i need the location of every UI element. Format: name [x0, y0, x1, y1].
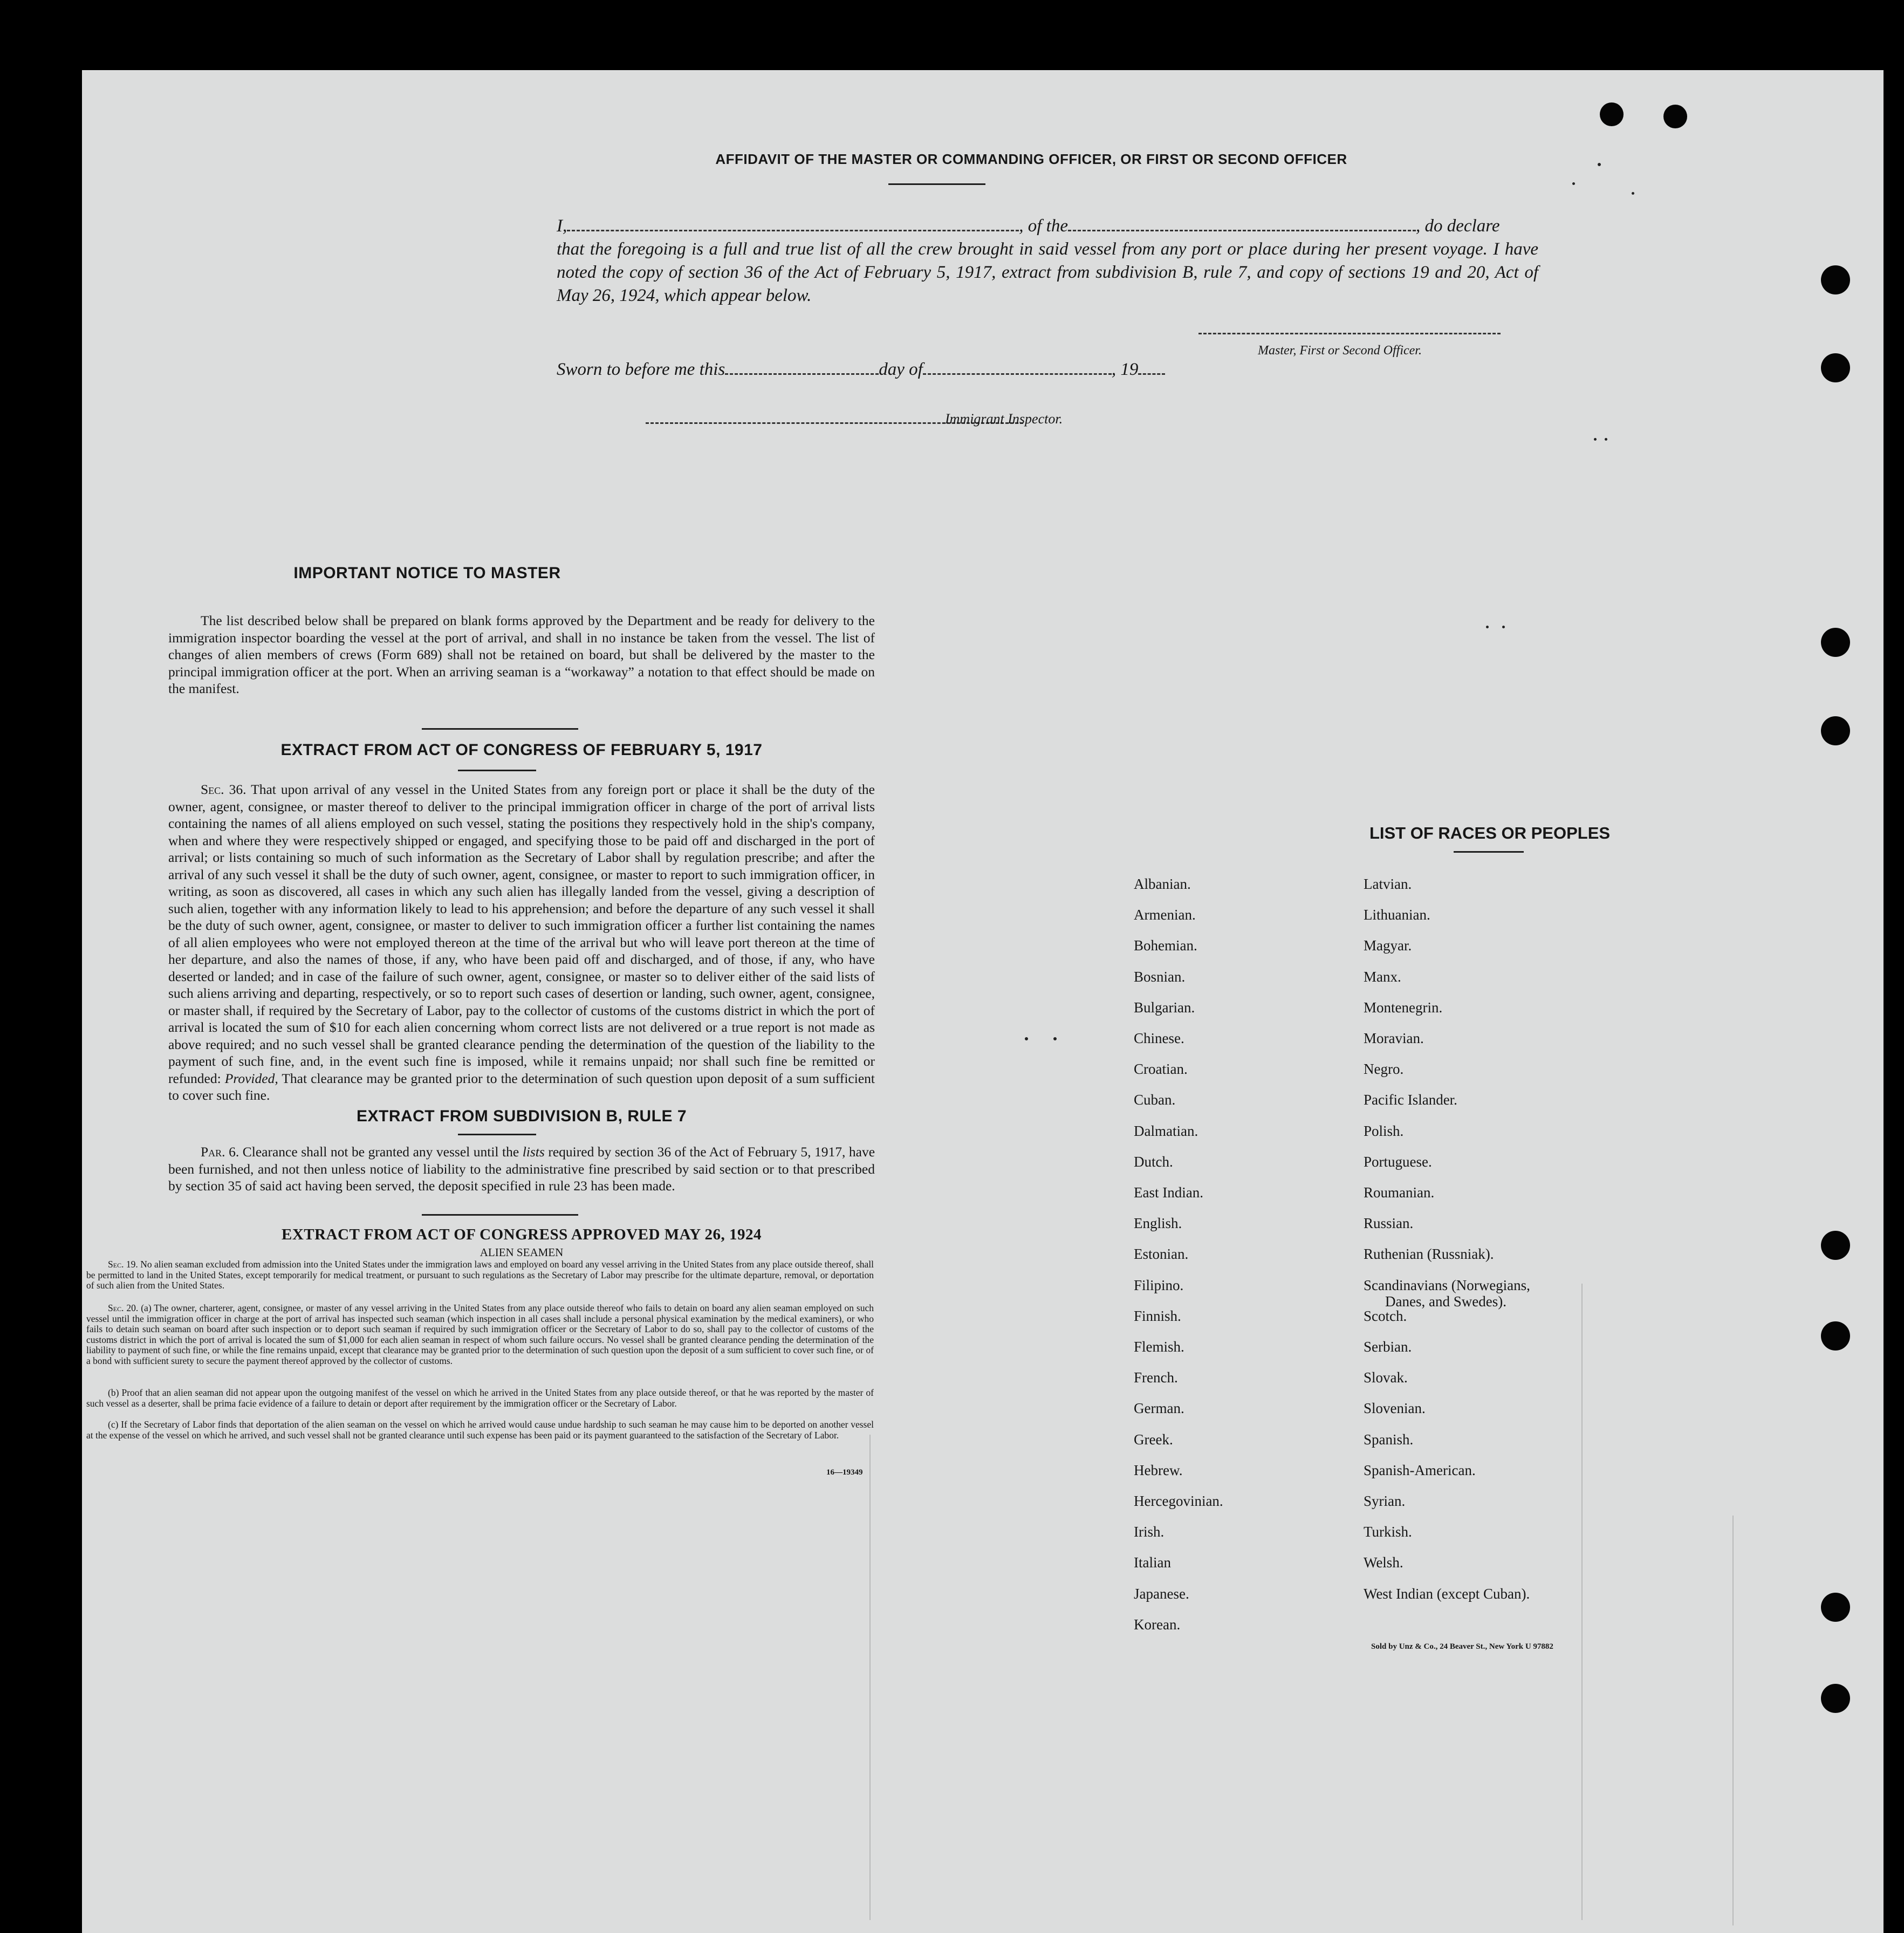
race-item: East Indian.: [1134, 1184, 1203, 1201]
year-label: , 19: [1111, 360, 1139, 379]
paper-crease: [1732, 1516, 1734, 1925]
race-item: Spanish-American.: [1364, 1462, 1476, 1478]
race-item: Estonian.: [1134, 1246, 1189, 1263]
speck: [1502, 626, 1505, 628]
name-blank[interactable]: [567, 217, 1019, 231]
race-item: Filipino.: [1134, 1277, 1184, 1293]
race-item: Moravian.: [1364, 1030, 1424, 1046]
speck: [1632, 192, 1634, 195]
signature-label: Master, First or Second Officer.: [1258, 344, 1422, 358]
binder-hole: [1821, 1593, 1850, 1622]
extract-1917-body: [168, 781, 875, 1104]
race-item: Spanish.: [1364, 1431, 1414, 1448]
alien-seamen-subtitle: ALIEN SEAMEN: [480, 1246, 564, 1259]
binder-hole: [1821, 353, 1850, 382]
speck: [1025, 1037, 1028, 1040]
form-sheet: [82, 70, 1884, 1933]
race-item: Finnish.: [1134, 1307, 1181, 1324]
race-item: Montenegrin.: [1364, 999, 1443, 1016]
race-item: Hercegovinian.: [1134, 1493, 1223, 1509]
race-item: Syrian.: [1364, 1493, 1406, 1509]
speck: [1486, 626, 1489, 628]
rule7-rule: [458, 1134, 536, 1135]
race-item: Bulgarian.: [1134, 999, 1195, 1016]
binder-hole: [1600, 102, 1624, 126]
race-item: Bohemian.: [1134, 937, 1197, 954]
race-item: Korean.: [1134, 1616, 1181, 1633]
race-item: Dalmatian.: [1134, 1122, 1198, 1139]
race-item: Hebrew.: [1134, 1462, 1183, 1478]
affidavit-title: AFFIDAVIT OF THE MASTER OR COMMANDING OFFICER, OR FIRST OR SECOND OFFICER: [715, 151, 1347, 167]
race-item: Chinese.: [1134, 1030, 1184, 1046]
race-item: French.: [1134, 1369, 1178, 1386]
sec-36-label: Sec. 36.: [201, 782, 246, 797]
sec-20-label: Sec. 20.: [108, 1303, 139, 1313]
affidavit-text: that the foregoing is a full and true list of all the crew brought in said vessel from any port or place during her present voyage. I have noted the copy of section 36 of the Act of February 5, 1917, extract from subdivision B, rule 7, and copy of sections 19 and 20, Act of May 26, 1924, which appear below.: [557, 239, 1538, 305]
binder-hole: [1821, 716, 1850, 745]
rule7-text-a: Clearance shall not be granted any vessel until the: [242, 1144, 519, 1160]
race-item: English.: [1134, 1215, 1182, 1232]
races-rule: [1454, 851, 1524, 853]
extract-1917-title: EXTRACT FROM ACT OF CONGRESS OF FEBRUARY 5, 1917: [280, 741, 763, 759]
notice-rule: [422, 728, 578, 730]
binder-hole: [1663, 105, 1687, 128]
race-item: Welsh.: [1364, 1554, 1403, 1571]
affidavit-first-line: [557, 215, 1538, 238]
race-item: Scandinavians (Norwegians,: [1364, 1277, 1530, 1293]
race-item: Flemish.: [1134, 1339, 1184, 1355]
binder-hole: [1821, 1684, 1850, 1713]
day-blank[interactable]: [725, 360, 879, 375]
paper-crease: [869, 1435, 871, 1920]
race-item: Ruthenian (Russniak).: [1364, 1246, 1494, 1263]
speck: [1053, 1037, 1057, 1040]
speck: [1605, 438, 1607, 441]
year-blank[interactable]: [1138, 360, 1165, 375]
race-item: Polish.: [1364, 1122, 1404, 1139]
sworn-label: Sworn to before me this: [557, 360, 725, 379]
race-item: Greek.: [1134, 1431, 1173, 1448]
title-rule: [888, 183, 985, 185]
race-item: Scotch.: [1364, 1307, 1407, 1324]
rule7-text-b: required by section 36 of the Act of February 5, 1917, have been furnished, and not then unless notice of liability to the administrative fine prescribed by said section or to that prescribed by section 35 of said act having been served, the deposit specified in rule 23 has been made.: [168, 1144, 875, 1194]
races-title: LIST OF RACES OR PEOPLES: [1369, 824, 1611, 842]
race-item: Manx.: [1364, 968, 1401, 985]
lists-word: lists: [522, 1144, 545, 1160]
binder-hole: [1821, 628, 1850, 657]
race-item: Magyar.: [1364, 937, 1412, 954]
race-item: Croatian.: [1134, 1061, 1188, 1078]
race-item: Cuban.: [1134, 1092, 1176, 1108]
speck: [1594, 438, 1597, 441]
binder-hole: [1821, 1321, 1850, 1351]
binder-hole: [1821, 265, 1850, 294]
rule7-body: [168, 1143, 875, 1195]
race-item: West Indian (except Cuban).: [1364, 1585, 1530, 1602]
sec-20c-text: (c) If the Secretary of Labor finds that deportation of the alien seaman on the vessel on which he arrived would cause undue hardship to such seaman he may cause him to be deported on another vessel at the expense of the vessel on which he arrived, and such vessel shall not be granted clearance until such expense has been paid or its payment guaranteed to the satisfaction of the Secretary of Labor.: [86, 1419, 874, 1441]
race-item: Danes, and Swedes).: [1385, 1293, 1506, 1310]
race-item: Bosnian.: [1134, 968, 1186, 985]
par-6-label: Par. 6.: [201, 1144, 239, 1160]
month-blank[interactable]: [923, 360, 1112, 375]
race-item: Russian.: [1364, 1215, 1414, 1232]
race-item: Armenian.: [1134, 907, 1196, 923]
race-item: Slovenian.: [1364, 1400, 1426, 1417]
signature-line[interactable]: [1198, 333, 1501, 334]
sec-19-text: [86, 1259, 874, 1291]
paper-crease: [1581, 1284, 1583, 1920]
race-item: Latvian.: [1364, 876, 1412, 892]
race-item: German.: [1134, 1400, 1184, 1417]
extract-1924-title: EXTRACT FROM ACT OF CONGRESS APPROVED MAY 26, 1924: [282, 1226, 762, 1243]
sec-19-body: No alien seaman excluded from admission into the United States under the immigration laws and employed on board any vessel arriving in the United States from any place outside thereof, shall be permitted to land in the United States, except temporarily for medical treatment, or pursuant to such regulations as the Secretary of Labor may prescribe for the ultimate departure, removal, or deportation of such alien from the United States.: [86, 1259, 874, 1291]
race-item: Dutch.: [1134, 1153, 1173, 1170]
proviso-text: That clearance may be granted prior to the determination of such question upon deposit of a sum sufficient to cover such fine.: [168, 1070, 875, 1103]
extract-1917-rule: [458, 770, 536, 771]
notice-body: The list described below shall be prepared on blank forms approved by the Department and be ready for delivery to the immigration inspector boarding the vessel at the port of arrival, and shall in no instance be taken from the vessel. The list of changes of alien members of crews (Form 689) shall not be retained on board, but shall be delivered by the master to the principal immigration officer at the port. When an arriving seaman is a “workaway” a notation to that effect should be made on the manifest.: [168, 613, 875, 696]
binder-hole: [1821, 1231, 1850, 1260]
race-item: Irish.: [1134, 1524, 1165, 1540]
vessel-blank[interactable]: [1068, 217, 1416, 231]
race-item: Portuguese.: [1364, 1153, 1432, 1170]
sec-20a-text: [86, 1303, 874, 1366]
day-of-label: day of: [879, 360, 923, 379]
sec-20a-body: (a) The owner, charterer, agent, consignee, or master of any vessel arriving in the United States from any place outside thereof who fails to detain on board any alien seaman employed on such vessel until the immigration officer in charge at the port of arrival has inspected such seaman (which inspection in all cases shall include a personal physical examination by the medical examiners), or who fails to detain such seaman on board after such inspection or to deport such seaman if required by such immigration officer or the Secretary of Labor to do so, shall pay to the collector of customs of the customs district in which the port of arrival is located the sum of $1,000 for each alien seaman in respect of whom such failure occurs. No vessel shall be granted clearance pending the determination of the liability to payment of such fine, or while the fine remains unpaid, except that clearance may be granted prior to the determination of such question upon the deposit of a sum sufficient to cover such fine, or of a bond with sufficient surety to secure the payment thereof approved by the collector of customs.: [86, 1303, 874, 1366]
race-item: Japanese.: [1134, 1585, 1189, 1602]
race-item: Italian: [1134, 1554, 1171, 1571]
sec-36-text: That upon arrival of any vessel in the United States from any foreign port or place it shall be the duty of the owner, agent, consignee, or master thereof to deliver to the principal immigration officer in charge of the port of arrival lists containing the names of all aliens employed on such vessel, stating the positions they respectively hold in the ship's company, when and where they were respectively shipped or engaged, and specifying those to be paid off and discharged in the port of arrival; or lists containing so much of such information as the Secretary of Labor shall by regulation prescribe; and after the arrival of any such vessel it shall be the duty of such owner, agent, consignee, or master to report to such immigration officer, in writing, as soon as discovered, all cases in which any such alien has illegally landed from the vessel, giving a description of such alien, together with any information likely to lead to his apprehension; and before the departure of any such vessel it shall be the duty of such owner, agent, consignee, or master to deliver to such immigration officer a further list containing the names of all alien employees who were not employed thereon at the time of the arrival but who will leave port thereon at the time of her departure, and also the names of those, if any, who have been paid off and discharged, and of those, if any, who have deserted or landed; and in case of the failure of such owner, agent, consignee, or master so to deliver either of the said lists of such aliens arriving and departing, respectively, or so to report such cases of desertion or landing, such owner, agent, consignee, or master shall, if required by the Secretary of Labor, pay to the collector of customs of the customs district in which the port of arrival is located the sum of $10 for each alien concerning whom correct lists are not delivered or a true report is not made as above required; and no such vessel shall be granted clearance pending the determination of the question of the liability to the payment of such fine, and, in the event such fine is imposed, while it remains unpaid; nor shall such fine be remitted or refunded:: [168, 782, 875, 1086]
race-item: Pacific Islander.: [1364, 1092, 1457, 1108]
race-item: Lithuanian.: [1364, 907, 1430, 923]
race-item: Albanian.: [1134, 876, 1191, 892]
sec-19-label: Sec. 19.: [108, 1259, 138, 1270]
speck: [1572, 182, 1575, 185]
race-item: Negro.: [1364, 1061, 1404, 1078]
proviso-label: Provided,: [224, 1070, 278, 1086]
rule7-end-rule: [422, 1214, 578, 1216]
i-label: I,: [557, 216, 567, 236]
race-item: Roumanian.: [1364, 1184, 1435, 1201]
affidavit-body: [557, 215, 1538, 307]
of-the-label: , of the: [1019, 216, 1068, 236]
rule7-title: EXTRACT FROM SUBDIVISION B, RULE 7: [356, 1107, 687, 1125]
sec-20b-text: (b) Proof that an alien seaman did not appear upon the outgoing manifest of the vessel on which he arrived in the United States from any place outside thereof, or that he was reported by the master of such vessel as a deserter, shall be prima facie evidence of a failure to detain or deport after requirement by the immigration officer or the Secretary of Labor.: [86, 1387, 874, 1409]
speck: [1598, 163, 1601, 166]
inspector-label: Immigrant Inspector.: [945, 411, 1063, 427]
printer-imprint: Sold by Unz & Co., 24 Beaver St., New York U 97882: [1371, 1642, 1553, 1651]
form-number: 16—19349: [826, 1468, 863, 1477]
do-declare-label: , do declare: [1415, 216, 1500, 236]
race-item: Serbian.: [1364, 1339, 1412, 1355]
sworn-line: [557, 360, 1165, 380]
race-item: Turkish.: [1364, 1524, 1412, 1540]
race-item: Slovak.: [1364, 1369, 1408, 1386]
notice-title: IMPORTANT NOTICE TO MASTER: [293, 564, 561, 582]
